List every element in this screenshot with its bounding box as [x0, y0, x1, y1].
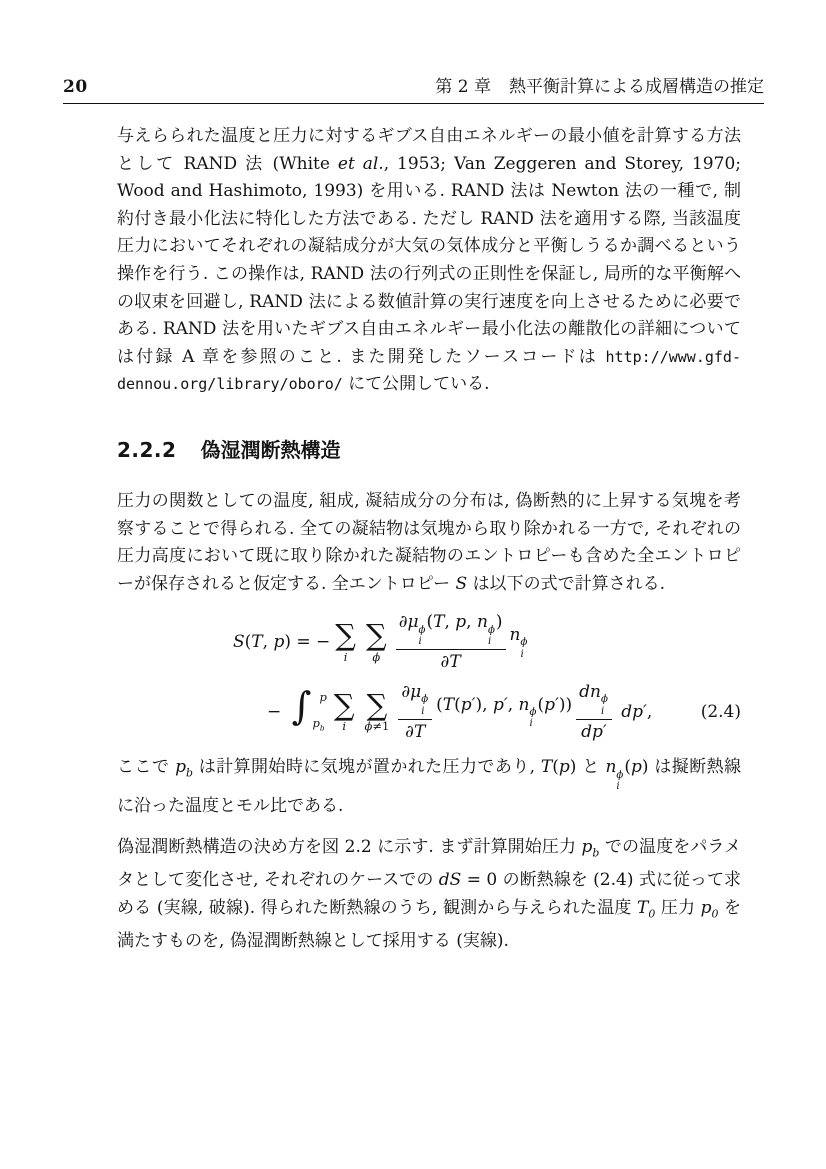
sum-over-i — [335, 618, 356, 664]
fraction-numerator: ∂μ ϕ i (T, p, n ϕ i ) — [396, 612, 506, 650]
equation-number: (2.4) — [700, 701, 741, 722]
equation-line1-tail: n ϕ i — [509, 625, 528, 660]
sum-index-phi-ne-1: ϕ≠1 — [364, 719, 390, 734]
page-header — [63, 72, 764, 104]
running-head-title: 熱平衡計算による成層構造の推定 — [509, 77, 764, 97]
sum-over-phi — [365, 618, 387, 664]
fraction-denominator: dp′ — [581, 721, 607, 742]
source-code-url[interactable]: http://www.gfd-dennou.org/library/oboro/ — [117, 347, 741, 394]
summation-symbol: ∑ — [333, 687, 355, 722]
minus-sign: − — [267, 701, 287, 722]
equation-lhs: S(T, p) = − — [233, 632, 331, 653]
paragraph-pb-definition: ここで $p_b$ は計算開始時に気塊が置かれた圧力であり, T(p) と n ϕ i (p) は擬断熱線に沿った温度とモル比である. — [117, 757, 741, 816]
fraction-dmu-dT — [396, 612, 506, 673]
paragraph-rand-method: 与えらられた温度と圧力に対するギブス自由エネルギーの最小値を計算する方法として RAND 法 (White et al., 1953; Van Zeggeren and Storey, 1970; Wood and Hashimoto, 1993) を用いる. RAND 法は Newton 法の一種で, 制約付き最小化法に特化した方法である. ただし RAND 法を適用する際, 当該温度圧力においてそれぞれの凝結成分が大気の気体成分と平衡しうるか調べるという操作を行う. この操作は, RAND 法の行列式の正則性を保証し, 局所的な平衡解への収束を回避し, RAND 法による数値計算の実行速度を向上させるために必要である. RAND 法を用いたギブス自由エネルギー最小化法の離散化の詳細については付録 A 章を参照のこと. また開発したソースコードは http://www.gfd-dennou.org/library/oboro/ にて公開している. — [117, 126, 741, 395]
summation-symbol: ∑ — [365, 618, 387, 653]
page-body — [117, 114, 741, 955]
fraction-numerator: ∂μ ϕ i — [398, 682, 432, 720]
sum-index-i: i — [343, 649, 348, 664]
fraction-denominator: ∂T — [405, 721, 426, 742]
equation-line-2 — [267, 682, 741, 743]
sum-index-phi: ϕ — [372, 649, 381, 664]
paragraph-figure-2-2: 偽湿潤断熱構造の決め方を図 2.2 に示す. まず計算開始圧力 $p_b$ での温度をパラメタとして変化させ, それぞれのケースでの dS = 0 の断熱線を (2.4) 式に従って求める (実線, 破線). 得られた断熱線のうち, 観測から与えられた温度 $T_0$ 圧力 $p_0$ を満たすものを, 偽湿潤断熱線として採用する (実線). — [117, 837, 741, 951]
equation-line-1 — [233, 612, 741, 673]
fraction-dn-dp — [576, 682, 612, 743]
summation-symbol: ∑ — [335, 618, 356, 653]
section-title: 偽湿潤断熱構造 — [200, 437, 341, 462]
section-heading — [117, 437, 741, 463]
integral-limits — [312, 689, 326, 735]
integral-symbol: ∫ — [291, 684, 312, 729]
equation-2-4 — [117, 612, 741, 742]
running-head — [435, 72, 764, 97]
fraction-dmu-dT — [398, 682, 432, 743]
sum-over-i — [333, 687, 355, 734]
integral-upper-limit: p — [319, 690, 327, 705]
summation-symbol: ∑ — [366, 687, 388, 722]
integral-lower-limit: $p_b$ — [312, 716, 325, 733]
sum-index-i: i — [342, 719, 347, 734]
sum-over-phi-ne-1 — [364, 687, 390, 734]
paragraph-pseudo-adiabat-intro: 圧力の関数としての温度, 組成, 凝結成分の分布は, 偽断熱的に上昇する気塊を考察することで得られる. 全ての凝結物は気塊から取り除かれる一方で, それぞれの圧力高度において既に取り除かれた凝結物のエントロピーも含めた全エントロピーが保存されると仮定する. 全エントロピー S は以下の式で計算される. — [117, 490, 741, 594]
running-head-chapter: 第 2 章 — [435, 77, 491, 97]
page-number: 20 — [63, 77, 88, 97]
fraction-numerator: dn ϕ i — [576, 682, 612, 720]
integral-pb-to-p — [291, 684, 327, 735]
equation-line2-arguments: (T(p′), p′, n ϕ i (p′)) — [436, 694, 573, 730]
fraction-denominator: ∂T — [440, 652, 461, 673]
equation-line2-tail: dp′, — [621, 701, 653, 722]
section-number: 2.2.2 — [117, 437, 177, 462]
